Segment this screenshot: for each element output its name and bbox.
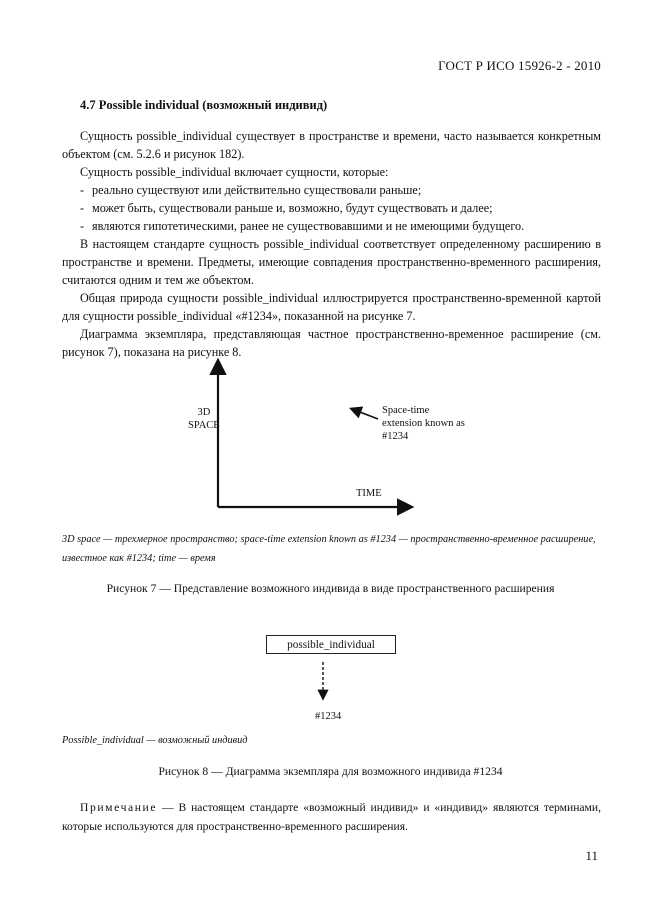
annotation-line: #1234: [382, 431, 409, 442]
y-axis-label-line: SPACE: [188, 420, 220, 431]
list-item-text: являются гипотетическими, ранее не существовавшими и не имеющими будущего.: [92, 219, 525, 233]
page-number: 11: [585, 848, 598, 863]
paragraph: Диаграмма экземпляра, представляющая частное пространственно-временное расширение (см. рисунок 7), показана на рисунке 8.: [62, 327, 601, 359]
paragraph: Сущность possible_individual включает сущности, которые:: [80, 165, 389, 179]
entity-box: possible_individual: [266, 635, 396, 654]
annotation-line: extension known as: [382, 418, 465, 429]
figure-8-legend: Possible_individual — возможный индивид: [62, 735, 248, 746]
figure-7-legend: 3D space — трехмерное пространство; space-time extension known as #1234 — пространственно-временное расширение, известное как #1234; time — время: [62, 534, 596, 564]
list-item-text: реально существуют или действительно существовали раньше;: [92, 183, 422, 197]
paragraph: Сущность possible_individual существует в пространстве и времени, часто называется конкретным объектом (см. 5.2.6 и рисунок 182).: [62, 129, 601, 161]
note-label: Примечание: [80, 801, 158, 814]
paragraph: Общая природа сущности possible_individual иллюстрируется пространственно-временной картой для сущности possible_individual «#1234», показанной на рисунке 7.: [62, 291, 601, 323]
figure-7-title: Рисунок 7 — Представление возможного индивида в виде пространственного расширения: [106, 582, 555, 595]
annotation-label: [382, 404, 465, 443]
list-item: - являются гипотетическими, ранее не существовавшими и не имеющими будущего.: [80, 219, 525, 233]
figure-8-title: Рисунок 8 — Диаграмма экземпляра для возможного индивида #1234: [158, 765, 503, 778]
list-item-text: может быть, существовали раньше и, возможно, будут существовать и далее;: [92, 201, 493, 215]
y-axis-label-line: 3D: [197, 407, 211, 418]
note-text: — В настоящем стандарте «возможный индивид» и «индивид» являются терминами, которые используются для пространственно-временного расширения.: [62, 801, 601, 833]
paragraph: В настоящем стандарте сущность possible_individual соответствует определенному расширению в пространстве и времени. Предметы, имеющие совпадения пространственно-временного расширения, считаются одним и тем же объектом.: [62, 237, 601, 287]
x-axis-label: TIME: [356, 488, 382, 499]
list-item: - может быть, существовали раньше и, возможно, будут существовать и далее;: [80, 201, 493, 215]
list-item: - реально существуют или действительно существовали раньше;: [80, 183, 422, 197]
instance-label: #1234: [315, 711, 342, 722]
section-title: 4.7 Possible individual (возможный индивид): [80, 98, 328, 112]
standard-header: ГОСТ Р ИСО 15926-2 - 2010: [438, 58, 601, 73]
annotation-arrow: [352, 409, 378, 419]
annotation-line: Space-time: [382, 405, 430, 416]
note: [62, 798, 601, 836]
y-axis-label: [188, 406, 220, 432]
